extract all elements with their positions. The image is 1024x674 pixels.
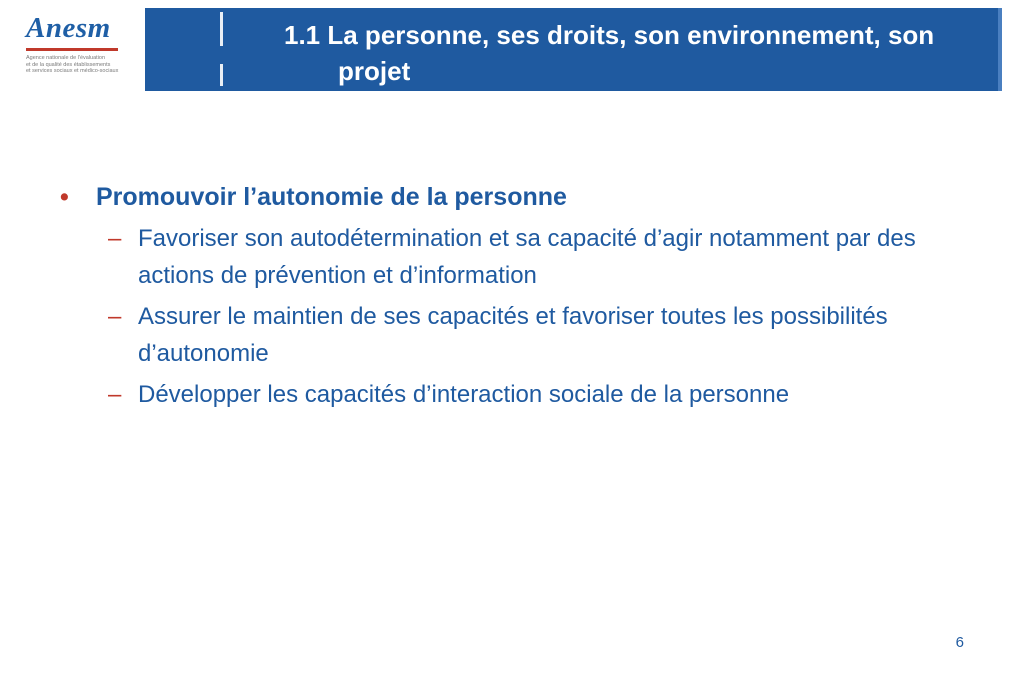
- logo-subtitle-line: et de la qualité des établissements: [26, 61, 111, 68]
- sub-bullet-text: Développer les capacités d’interaction sociale de la personne: [138, 381, 790, 408]
- main-bullet: [60, 178, 960, 216]
- title-banner: [145, 8, 1002, 91]
- sub-bullet-marker: –: [108, 381, 122, 408]
- bullet-marker: •: [60, 183, 69, 211]
- sub-bullet-marker: –: [108, 303, 122, 330]
- sub-bullet: [60, 298, 960, 372]
- banner-decorative-line: [220, 64, 223, 86]
- slide-body: [60, 178, 960, 413]
- banner-edge: [998, 8, 1002, 91]
- slide-title-line-2: projet: [338, 56, 411, 86]
- logo-underline: [26, 48, 118, 51]
- anesm-logo: [24, 10, 124, 80]
- logo-subtitle: [26, 55, 126, 75]
- banner-decorative-line: [220, 12, 223, 46]
- sub-bullet: [60, 220, 960, 294]
- logo-wordmark: Anesm: [26, 12, 111, 44]
- main-bullet-text: Promouvoir l’autonomie de la personne: [96, 183, 567, 211]
- slide-title: [284, 17, 996, 89]
- sub-bullet-text: Assurer le maintien de ses capacités et favoriser toutes les possibilités d’autonomie: [138, 303, 888, 367]
- sub-bullet-text: Favoriser son autodétermination et sa capacité d’agir notamment par des actions de prévention et d’information: [138, 225, 916, 289]
- logo-subtitle-line: Agence nationale de l'évaluation: [26, 55, 106, 61]
- slide-title-line-1: 1.1 La personne, ses droits, son environnement, son: [284, 20, 935, 50]
- logo-subtitle-line: et services sociaux et médico-sociaux: [26, 68, 119, 74]
- sub-bullet-marker: –: [108, 225, 122, 252]
- sub-bullet: [60, 376, 960, 413]
- page-number: 6: [955, 634, 964, 651]
